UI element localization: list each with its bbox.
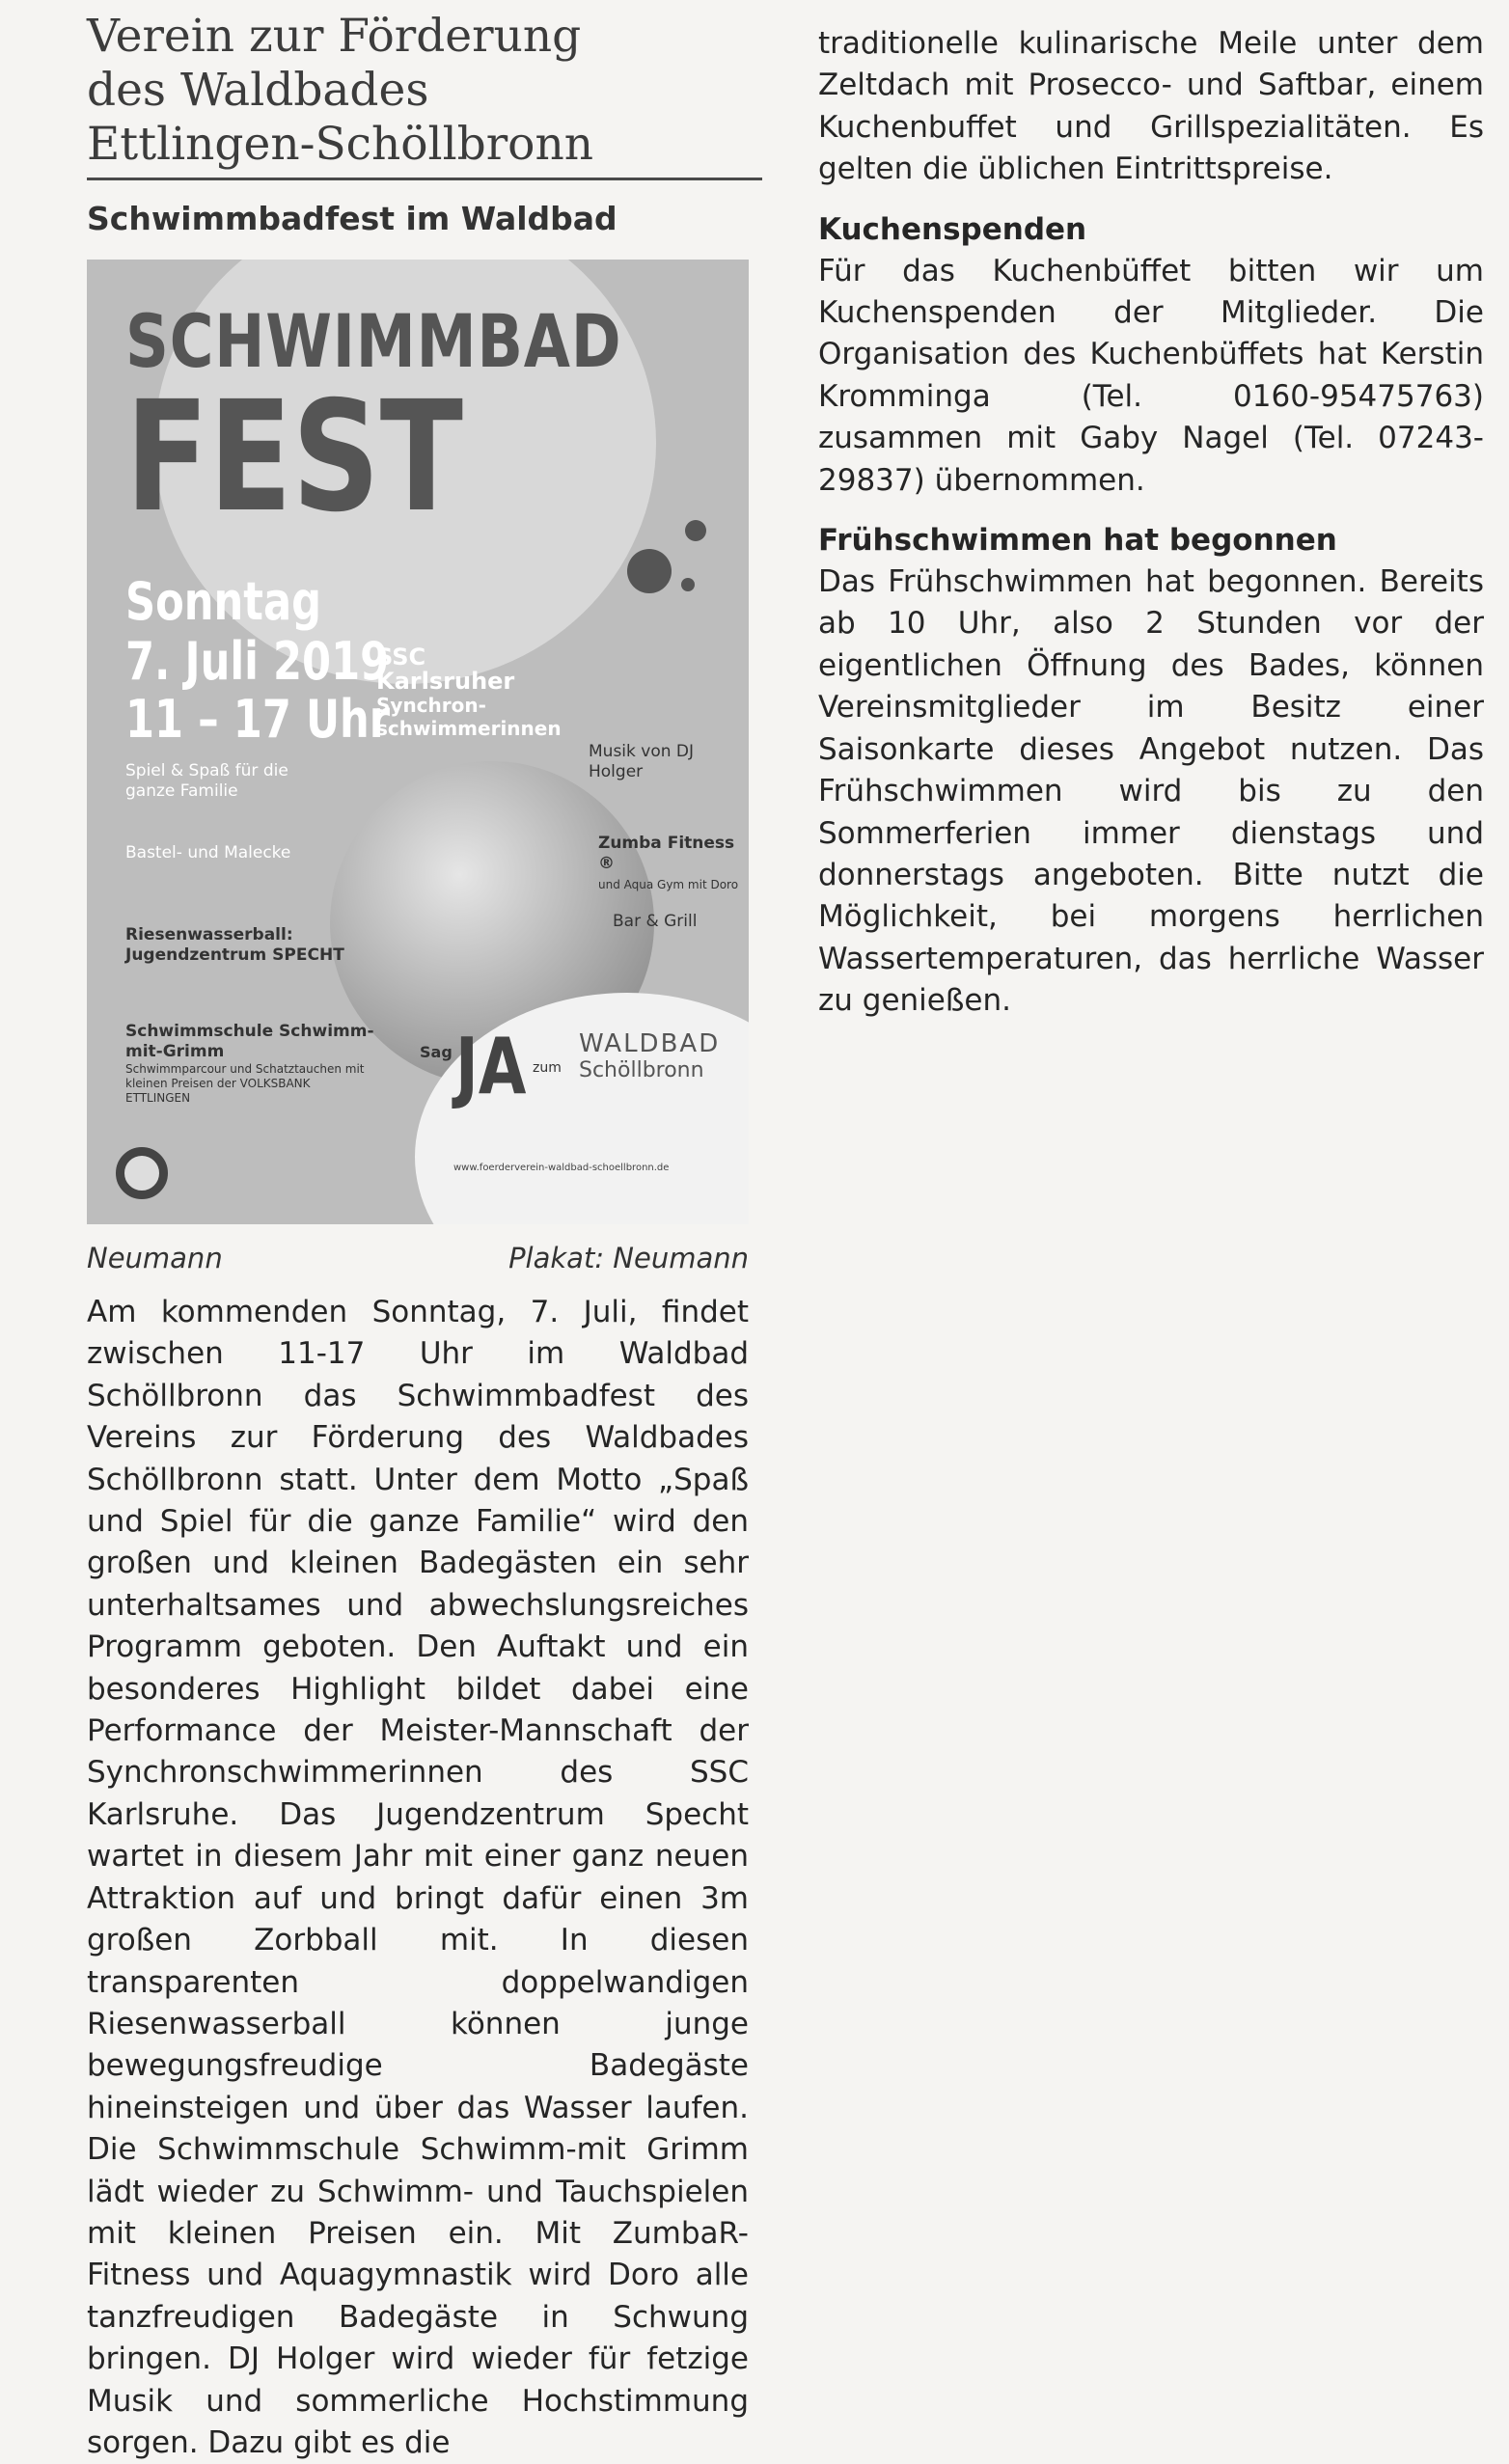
organization-title (87, 10, 762, 172)
poster-bastel: Bastel- und Malecke (125, 843, 291, 862)
left-column (87, 10, 762, 2464)
article-body-left: Am kommenden Sonntag, 7. Juli, findet zwischen 11-17 Uhr im Waldbad Schöllbronn das Schwimmbadfest des Vereins zur Förderung des Waldbades Schöllbronn statt. Unter dem Motto „Spaß und Spiel für die ganze Familie“ wird den großen und kleinen Badegästen ein sehr unterhaltsames und abwechslungsreiches Programm geboten. Den Auftakt und ein besonderes Highlight bildet dabei eine Performance der Meister-Mannschaft der Synchronschwimmerinnen des SSC Karlsruhe. Das Jugendzentrum Specht wartet in diesem Jahr mit einer ganz neuen Attraktion auf und bringt dafür einen 3m großen Zorbball mit. In diesen transparenten doppelwandigen Riesenwasserball können junge bewegungsfreudige Badegäste hineinsteigen und über das Wasser laufen. Die Schwimmschule Schwimm-mit Grimm lädt wieder zu Schwimm- und Tauchspielen mit kleinen Preisen ein. Mit ZumbaR- Fitness und Aquagymnastik wird Doro alle tanzfreudigen Badegäste in Schwung bringen. DJ Holger wird wieder für fetzige Musik und sommerliche Hochstimmung sorgen. Dazu gibt es die (87, 1295, 749, 2460)
logo-sag: Sag (420, 1043, 453, 1061)
logo-schoellbronn: Schöllbronn (579, 1058, 704, 1082)
org-title-line-1: Verein zur Förderung (87, 10, 582, 63)
event-poster (87, 260, 749, 1224)
logo-zum: zum (533, 1060, 562, 1076)
logo-waldbad: WALDBAD (579, 1029, 721, 1058)
lifebuoy-icon (116, 1147, 168, 1199)
poster-bubble (685, 520, 706, 541)
org-title-line-2: des Waldbades (87, 64, 429, 117)
poster-ssc-title: SSC Karlsruher (376, 643, 515, 695)
poster-riesen: Riesenwasserball: Jugendzentrum SPECHT (125, 925, 344, 965)
section-heading-fruehschwimmen: Frühschwimmen hat begonnen (818, 523, 1337, 559)
poster-zumba-sub: und Aqua Gym mit Doro (598, 878, 739, 891)
poster-time: 11 – 17 Uhr (125, 689, 391, 750)
right-column (818, 23, 1484, 1023)
poster-day: Sonntag (125, 571, 322, 632)
image-caption (87, 1242, 749, 1274)
poster-zumba-title: Zumba Fitness ® (598, 834, 735, 873)
title-divider (87, 178, 762, 180)
logo-ja: JA (455, 1022, 527, 1111)
section-body-fruehschwimmen: Das Frühschwimmen hat begonnen. Bereits ab 10 Uhr, also 2 Stunden vor der eigentlichen Öffnung des Bades, können Vereinsmitglieder im Besitz einer Saisonkarte dieses Angebot nutzen. Das Frühschwimmen wird bis zu den Sommerferien immer dienstags und donnerstags angeboten. Bitte nutzt die Möglichkeit, bei morgens herrlichen Wassertemperaturen, das herrliche Wasser zu genießen. (818, 564, 1484, 1019)
poster-bubble (627, 549, 672, 593)
article-body-continuation: traditionelle kulinarische Meile unter dem Zeltdach mit Prosecco- und Saftbar, einem Kuchenbuffet und Grillspezialitäten. Es gelten die üblichen Eintrittspreise. (818, 26, 1484, 187)
poster-schule-title: Schwimmschule Schwimm-mit-Grimm (125, 1022, 374, 1061)
poster-url: www.foerderverein-waldbad-schoellbronn.de (453, 1163, 670, 1173)
poster-ssc (376, 643, 562, 740)
caption-left: Neumann (87, 1242, 223, 1274)
poster-bubble (681, 578, 695, 591)
org-title-line-3: Ettlingen-Schöllbronn (87, 118, 594, 171)
poster-schule (125, 1022, 376, 1106)
poster-spiel: Spiel & Spaß für die ganze Familie (125, 761, 288, 801)
article-headline: Schwimmbadfest im Waldbad (87, 200, 617, 237)
section-heading-kuchenspenden: Kuchenspenden (818, 211, 1087, 247)
section-body-kuchenspenden: Für das Kuchenbüffet bitten wir um Kuchenspenden der Mitglieder. Die Organisation des Kuchenbüffets hat Kerstin Kromminga (Tel. 0160-95475763) zusammen mit Gaby Nagel (Tel. 07243-29837) übernommen. (818, 253, 1484, 498)
poster-bar: Bar & Grill (613, 912, 698, 931)
poster-title-line-1: SCHWIMMBAD (125, 298, 622, 384)
poster-music: Musik von DJ Holger (589, 742, 695, 781)
poster-zumba (598, 834, 743, 895)
poster-title-line-2: FEST (125, 369, 463, 546)
caption-right: Plakat: Neumann (508, 1242, 749, 1274)
poster-schule-sub: Schwimmparcour und Schatztauchen mit kleinen Preisen der VOLKSBANK ETTLINGEN (125, 1062, 365, 1105)
poster-ssc-sub: Synchron-schwimmerinnen (376, 694, 562, 740)
poster-date: 7. Juli 2019 (125, 631, 390, 692)
